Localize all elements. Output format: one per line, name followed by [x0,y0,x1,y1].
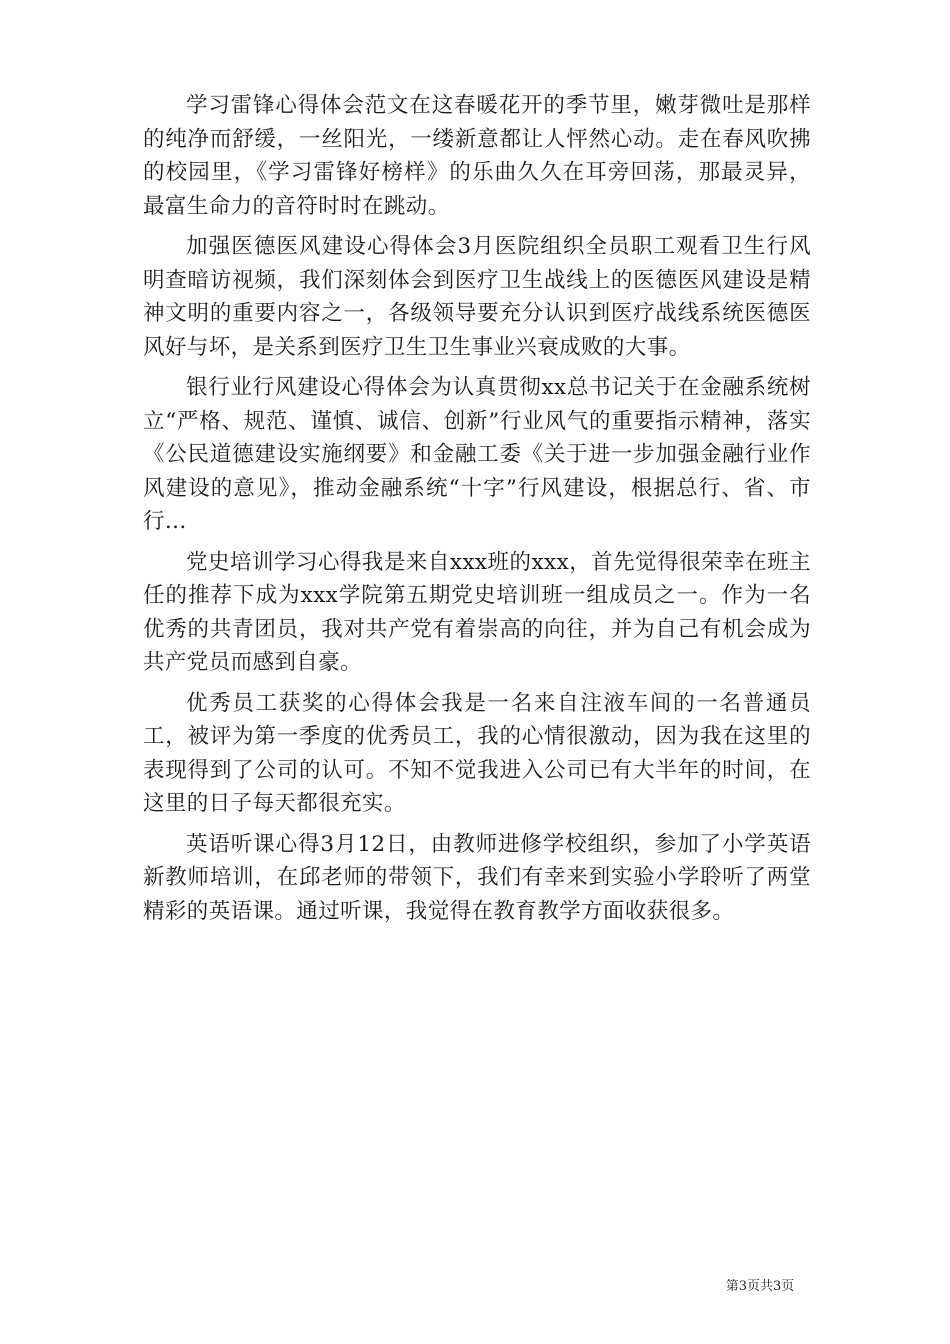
paragraph-banking-conduct: 银行业行风建设心得体会为认真贯彻xx总书记关于在金融系统树立“严格、规范、谨慎、诚信、创新”行业风气的重要指示精神，落实《公民道德建设实施纲要》和金融工委《关于进一步加强金融行业作风建设的意见》，推动金融系统“十字”行风建设，根据总行、省、市行... [143,375,811,534]
page-number: 第3页共3页 [725,1279,795,1294]
paragraph-leifeng: 学习雷锋心得体会范文在这春暖花开的季节里，嫩芽微吐是那样的纯净而舒缓，一丝阳光，一缕新意都让人怦然心动。走在春风吹拂的校园里，《学习雷锋好榜样》的乐曲久久在耳旁回荡，那最灵异，最富生命力的音符时时在跳动。 [143,93,811,219]
paragraph-party-history: 党史培训学习心得我是来自xxx班的xxx，首先觉得很荣幸在班主任的推荐下成为xxx学院第五期党史培训班一组成员之一。作为一名优秀的共青团员，我对共产党有着崇高的向往，并为自己有机会成为共产党员而感到自豪。 [143,549,811,675]
paragraph-english-lesson: 英语听课心得3月12日，由教师进修学校组织，参加了小学英语新教师培训，在邱老师的带领下，我们有幸来到实验小学聆听了两堂精彩的英语课。通过听课，我觉得在教育教学方面收获很多。 [143,831,811,924]
paragraph-outstanding-employee: 优秀员工获奖的心得体会我是一名来自注液车间的一名普通员工，被评为第一季度的优秀员工，我的心情很激动，因为我在这里的表现得到了公司的认可。不知不觉我进入公司已有大半年的时间，在这里的日子每天都很充实。 [143,690,811,816]
paragraph-medical-ethics: 加强医德医风建设心得体会3月医院组织全员职工观看卫生行风明查暗访视频，我们深刻体会到医疗卫生战线上的医德医风建设是精神文明的重要内容之一，各级领导要充分认识到医疗战线系统医德医风好与坏，是关系到医疗卫生卫生事业兴衰成败的大事。 [143,234,811,360]
document-body [143,89,811,935]
